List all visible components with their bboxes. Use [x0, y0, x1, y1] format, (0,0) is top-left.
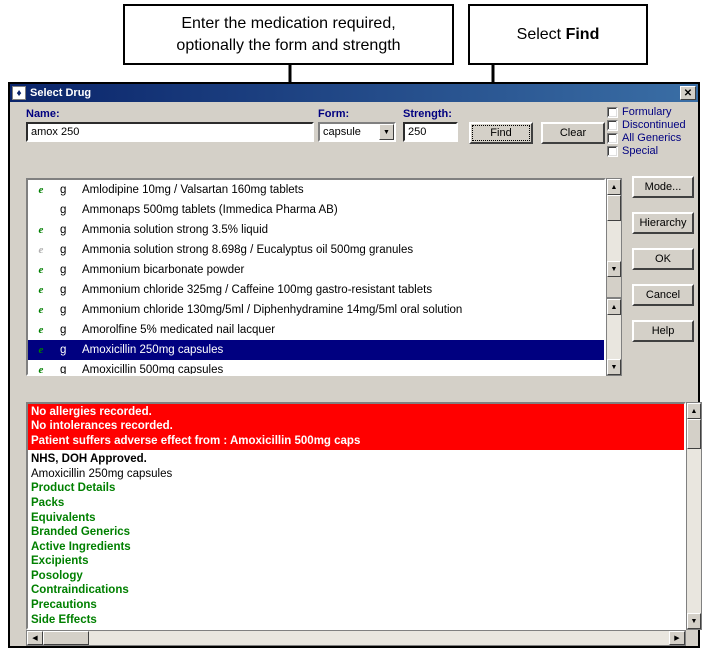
row-drug-name: Amorolfine 5% medicated nail lacquer — [82, 324, 276, 336]
link-active-ingredients[interactable]: Active Ingredients — [31, 540, 131, 553]
approval-text: NHS, DOH Approved. — [31, 453, 147, 466]
ok-button[interactable]: OK — [632, 248, 694, 270]
info-scroll-left-icon[interactable]: ◀ — [27, 631, 43, 645]
info-hscroll-track[interactable] — [43, 631, 669, 645]
row-e-flag: e — [38, 324, 44, 336]
checkbox-formulary-icon[interactable] — [607, 107, 618, 118]
filter-special[interactable] — [607, 145, 658, 157]
filter-discontinued-label: Discontinued — [622, 119, 686, 131]
row-g-flag: g — [60, 244, 67, 256]
checkbox-discontinued-icon[interactable] — [607, 120, 618, 131]
table-row[interactable] — [28, 320, 604, 340]
mode-button[interactable]: Mode... — [632, 176, 694, 198]
scroll-track-2[interactable] — [607, 315, 621, 359]
row-drug-name: Amlodipine 10mg / Valsartan 160mg tablets — [82, 184, 304, 196]
callout-medication — [123, 4, 454, 65]
link-contraindications[interactable]: Contraindications — [31, 584, 129, 597]
filter-all-generics[interactable] — [607, 132, 681, 144]
table-row[interactable] — [28, 240, 604, 260]
info-scroll-down-icon[interactable]: ▼ — [687, 613, 701, 629]
scroll-thumb[interactable] — [607, 195, 621, 221]
row-drug-name: Ammonia solution strong 3.5% liquid — [82, 224, 269, 236]
strength-input[interactable]: 250 — [403, 122, 458, 142]
link-product-details[interactable]: Product Details — [31, 482, 116, 495]
row-drug-name: Amoxicillin 250mg capsules — [82, 344, 224, 356]
table-row[interactable] — [28, 200, 604, 220]
form-select-value: capsule — [323, 126, 361, 138]
window-titlebar — [10, 84, 698, 102]
warning-allergies: No allergies recorded. — [31, 406, 152, 418]
chevron-down-icon[interactable]: ▼ — [379, 124, 394, 140]
info-scroll-thumb[interactable] — [687, 419, 701, 449]
row-e-flag: e — [38, 364, 44, 376]
list-scrollbar-outer[interactable] — [606, 298, 622, 376]
callout-medication-line-2: optionally the form and strength — [176, 36, 401, 54]
link-packs[interactable]: Packs — [31, 496, 65, 509]
cancel-button[interactable]: Cancel — [632, 284, 694, 306]
row-e-flag: e — [38, 184, 44, 196]
form-select[interactable] — [318, 122, 396, 142]
link-equivalents[interactable]: Equivalents — [31, 511, 96, 524]
hierarchy-button[interactable]: Hierarchy — [632, 212, 694, 234]
info-body — [28, 450, 684, 630]
help-button[interactable]: Help — [632, 320, 694, 342]
form-label: Form: — [318, 108, 350, 120]
close-icon[interactable]: ✕ — [680, 86, 696, 100]
scroll-down-icon[interactable]: ▼ — [607, 261, 621, 277]
row-g-flag: g — [60, 344, 67, 356]
info-scroll-track[interactable] — [687, 419, 701, 613]
link-posology[interactable]: Posology — [31, 569, 83, 582]
row-g-flag: g — [60, 184, 67, 196]
scroll-down-icon-2[interactable]: ▼ — [607, 359, 621, 375]
row-g-flag: g — [60, 304, 67, 316]
link-precautions[interactable]: Precautions — [31, 599, 97, 612]
row-drug-name: Ammonium chloride 130mg/5ml / Diphenhydramine 14mg/5ml oral solution — [82, 304, 463, 316]
row-drug-name: Amoxicillin 500mg capsules — [82, 364, 224, 376]
drug-list[interactable] — [26, 178, 606, 376]
window-title: Select Drug — [30, 87, 92, 99]
row-e-flag: e — [38, 264, 44, 276]
find-button[interactable]: Find — [469, 122, 533, 144]
drug-window-icon: ♦ — [12, 86, 26, 100]
row-g-flag: g — [60, 264, 67, 276]
row-e-flag: e — [38, 224, 44, 236]
info-hscroll-thumb[interactable] — [43, 631, 89, 645]
callout-find — [468, 4, 648, 65]
row-drug-name: Ammonium bicarbonate powder — [82, 264, 245, 276]
strength-label: Strength: — [403, 108, 452, 120]
warning-intolerances: No intolerances recorded. — [31, 420, 173, 433]
scroll-track[interactable] — [607, 195, 621, 261]
link-side-effects[interactable]: Side Effects — [31, 613, 97, 626]
warning-adverse-effect: Patient suffers adverse effect from : Amoxicillin 500mg caps — [31, 434, 361, 447]
table-row[interactable] — [28, 220, 604, 240]
row-g-flag: g — [60, 364, 67, 376]
row-drug-name: Ammonium chloride 325mg / Caffeine 100mg gastro-resistant tablets — [82, 284, 433, 296]
row-e-flag: e — [38, 304, 44, 316]
scroll-up-icon-2[interactable]: ▲ — [607, 299, 621, 315]
drug-info-pane[interactable] — [26, 402, 686, 630]
row-g-flag: g — [60, 204, 67, 216]
checkbox-special-icon[interactable] — [607, 146, 618, 157]
row-e-flag: e — [38, 244, 44, 256]
row-g-flag: g — [60, 224, 67, 236]
row-g-flag: g — [60, 284, 67, 296]
clear-button[interactable]: Clear — [541, 122, 605, 144]
info-scroll-right-icon[interactable]: ▶ — [669, 631, 685, 645]
table-row[interactable] — [28, 300, 604, 320]
table-row[interactable] — [28, 280, 604, 300]
table-row[interactable] — [28, 180, 604, 200]
name-label: Name: — [26, 108, 60, 120]
info-scrollbar[interactable] — [686, 402, 702, 630]
warnings-block — [28, 404, 684, 450]
table-row[interactable] — [28, 260, 604, 280]
table-row-selected[interactable] — [28, 340, 604, 360]
link-branded-generics[interactable]: Branded Generics — [31, 526, 131, 539]
row-drug-name: Ammonaps 500mg tablets (Immedica Pharma AB) — [82, 204, 338, 216]
filter-special-label: Special — [622, 145, 659, 157]
filter-discontinued[interactable] — [607, 119, 686, 131]
row-e-flag: e — [38, 284, 44, 296]
row-e-flag: e — [38, 344, 44, 356]
filter-all-generics-label: All Generics — [622, 132, 682, 144]
filter-formulary[interactable] — [607, 106, 672, 118]
select-drug-window — [8, 82, 700, 648]
link-excipients[interactable]: Excipients — [31, 555, 89, 568]
scroll-up-icon[interactable]: ▲ — [607, 179, 621, 195]
list-scrollbar-inner[interactable] — [606, 178, 622, 298]
name-input[interactable]: amox 250 — [26, 122, 314, 142]
callout-find-line-1: Select Find — [516, 25, 600, 43]
filter-formulary-label: Formulary — [622, 106, 672, 118]
checkbox-all-generics-icon[interactable] — [607, 133, 618, 144]
row-drug-name: Ammonia solution strong 8.698g / Eucalyptus oil 500mg granules — [82, 244, 414, 256]
table-row[interactable] — [28, 360, 604, 376]
row-g-flag: g — [60, 324, 67, 336]
info-hscrollbar[interactable] — [26, 630, 686, 646]
callout-medication-line-1: Enter the medication required, — [181, 14, 396, 32]
selected-drug-name: Amoxicillin 250mg capsules — [31, 467, 173, 480]
info-scroll-up-icon[interactable]: ▲ — [687, 403, 701, 419]
